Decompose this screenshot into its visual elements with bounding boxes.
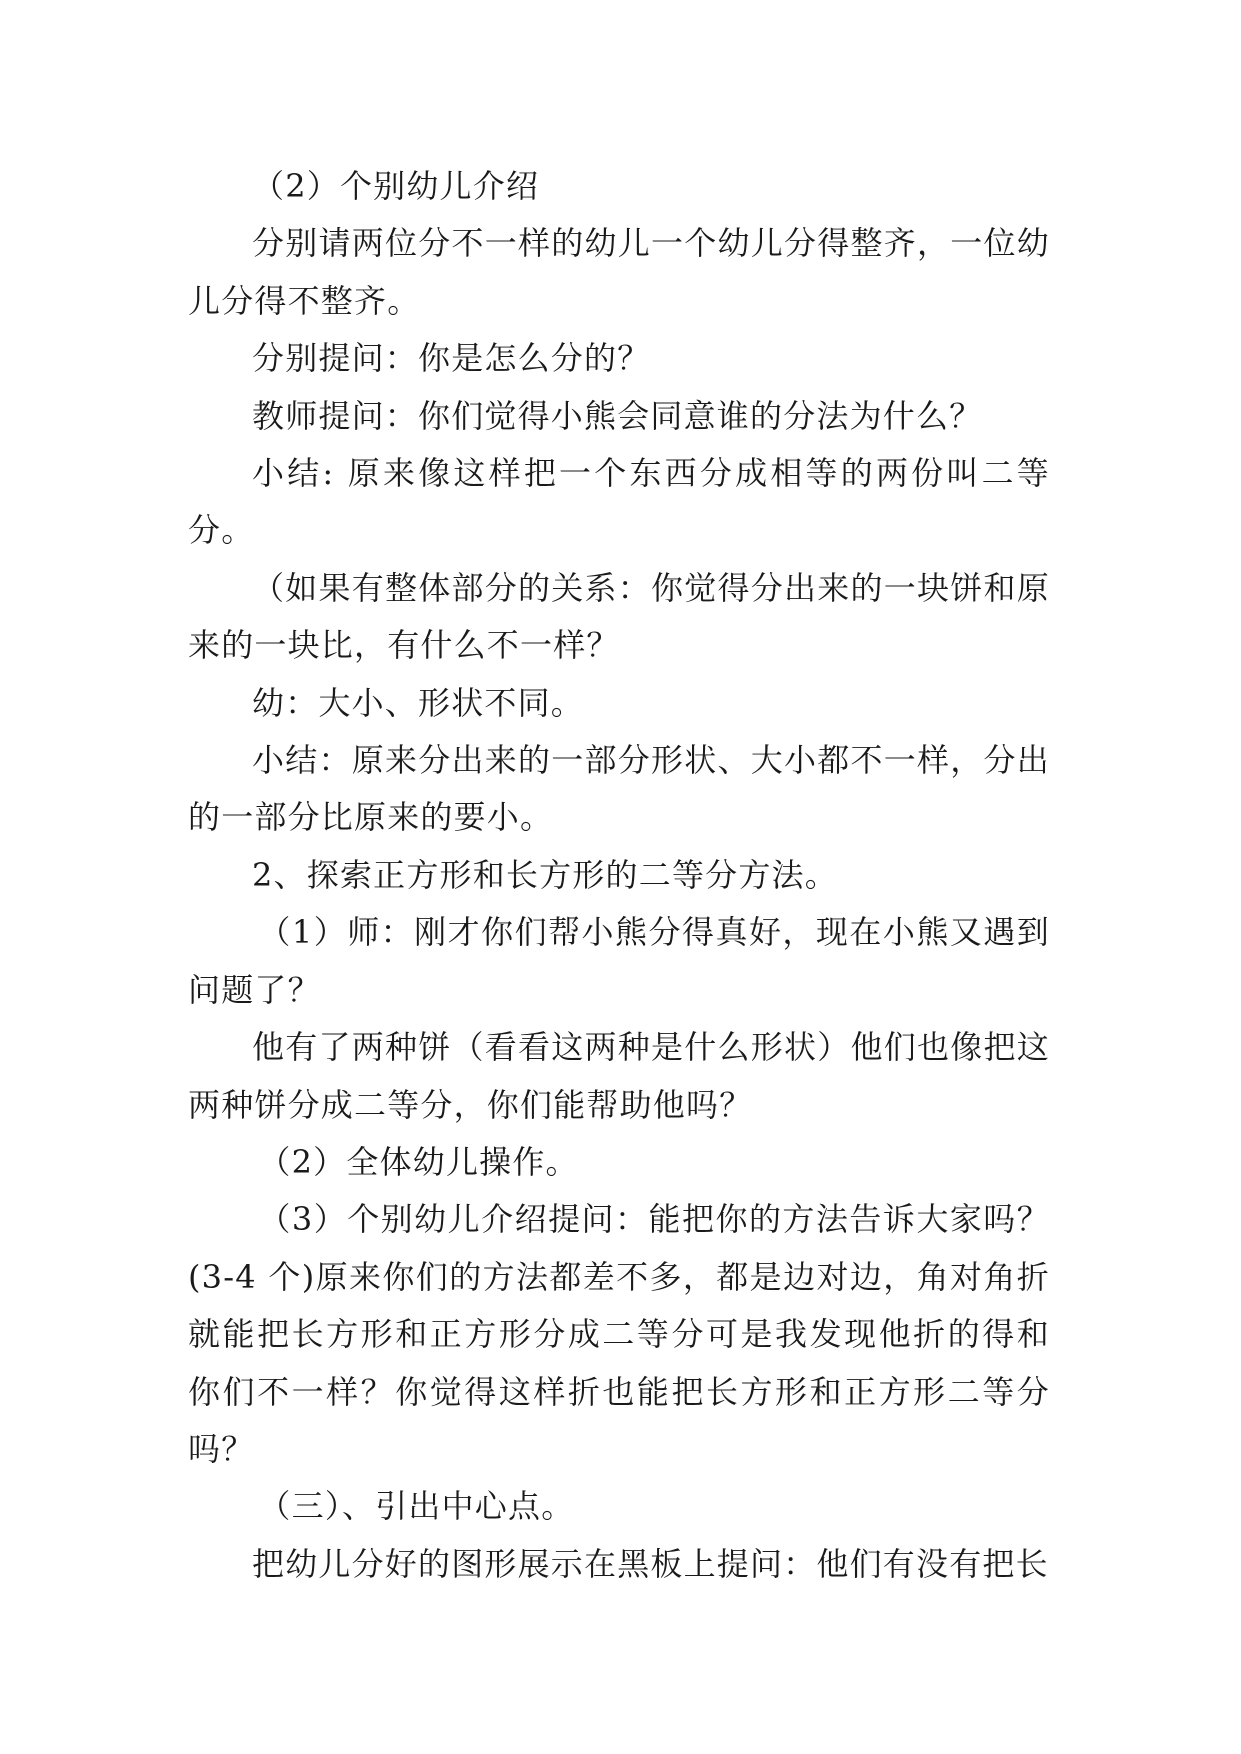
paragraph-3: 分别提问：你是怎么分的？	[252, 339, 651, 378]
paragraph-1: （2）个别幼儿介绍	[252, 167, 540, 205]
paragraph-8: 小结：原来分出来的一部分形状、大小都不一样，分出的一部分比原来的要小。	[188, 741, 1050, 837]
paragraph-2: 分别请两位分不一样的幼儿一个幼儿分得整齐，一位幼儿分得不整齐。	[188, 224, 1050, 320]
paragraph-4: 教师提问：你们觉得小熊会同意谁的分法为什么？	[252, 396, 983, 435]
paragraph-11: 他有了两种饼（看看这两种是什么形状）他们也像把这两种饼分成二等分，你们能帮助他吗？	[188, 1028, 1050, 1124]
paragraph-6: （如果有整体部分的关系：你觉得分出来的一块饼和原来的一块比，有什么不一样？	[188, 568, 1050, 665]
paragraph-14: （三）、引出中心点。	[258, 1487, 575, 1526]
paragraph-9: 2、探索正方形和长方形的二等分方法。	[252, 855, 838, 894]
paragraph-13: （3）个别幼儿介绍提问：能把你的方法告诉大家吗？(3-4 个)原来你们的方法都差不多，都是边对边，角对角折就能把长方形和正方形分成二等分可是我发现他折的得和你们不一样？你觉得这样折也能把长方形和正方形二等分吗？	[188, 1200, 1050, 1468]
paragraph-15: 把幼儿分好的图形展示在黑板上提问：他们有没有把长	[252, 1544, 1049, 1583]
body-text	[188, 158, 1050, 1593]
paragraph-7: 幼：大小、形状不同。	[252, 683, 585, 722]
paragraph-12: （2）全体幼儿操作。	[258, 1142, 579, 1181]
paragraph-5: 小结: 原来像这样把一个东西分成相等的两份叫二等分。	[188, 454, 1050, 550]
paragraph-10: （1）师：刚才你们帮小熊分得真好，现在小熊又遇到问题了？	[188, 913, 1050, 1009]
